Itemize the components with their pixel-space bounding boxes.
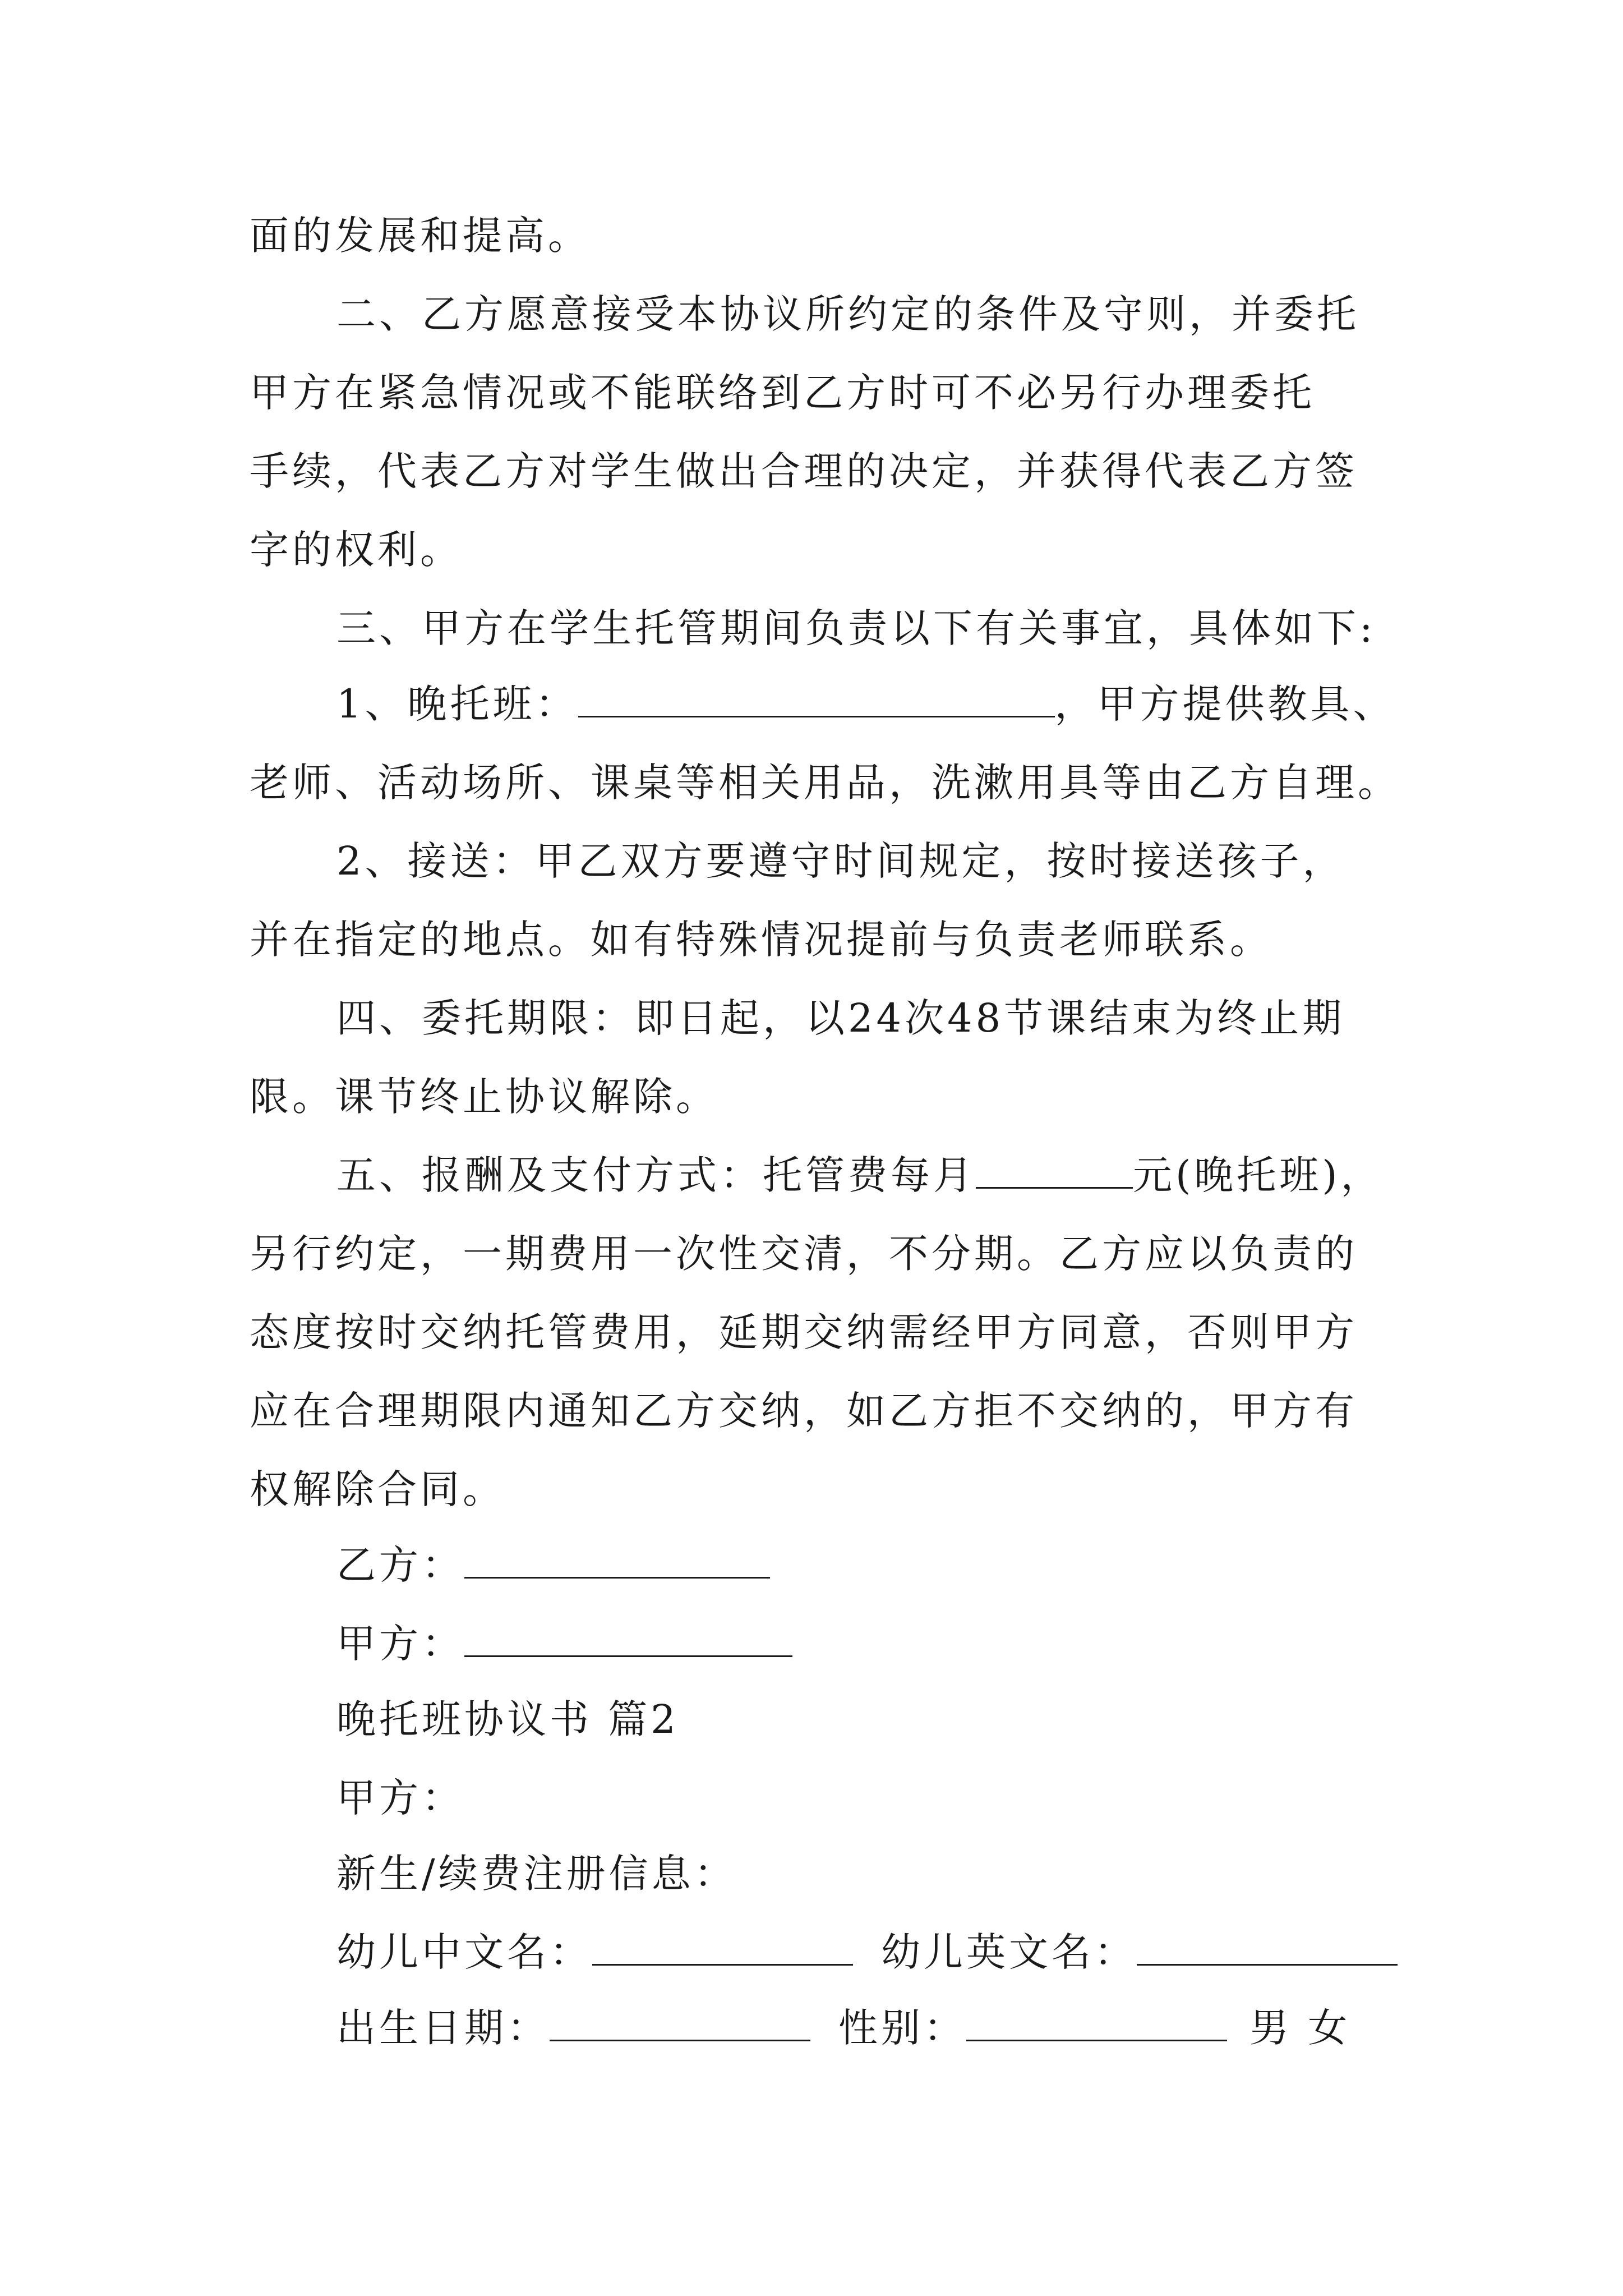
party-a-label: 甲方： xyxy=(336,1621,464,1667)
section-heading: 晚托班协议书 篇2 xyxy=(336,1696,679,1742)
text-line: 2、接送：甲乙双方要遵守时间规定，按时接送孩子， xyxy=(336,838,1345,884)
party-b-blank xyxy=(464,1542,770,1579)
text-line: 二、乙方愿意接受本协议所约定的条件及守则，并委托 xyxy=(336,291,1359,337)
text-line: 字的权利。 xyxy=(250,527,463,573)
text-line: 权解除合同。 xyxy=(250,1466,505,1512)
text-line: 手续，代表乙方对学生做出合理的决定，并获得代表乙方签 xyxy=(250,448,1358,494)
party-a-blank xyxy=(464,1621,792,1657)
fee-prefix: 五、报酬及支付方式：托管费每月 xyxy=(336,1152,976,1198)
gender-blank xyxy=(966,2005,1227,2041)
birth-date-label: 出生日期： xyxy=(336,2005,550,2051)
birth-date-blank xyxy=(550,2005,810,2041)
text-line: 并在指定的地点。如有特殊情况提前与负责老师联系。 xyxy=(250,917,1272,963)
party-a-signature-line xyxy=(336,1618,792,1669)
text-line: 新生/续费注册信息： xyxy=(336,1851,737,1897)
text-line: 三、甲方在学生托管期间负责以下有关事宜，具体如下: xyxy=(336,605,1376,651)
fee-suffix: 元(晚托班)， xyxy=(1133,1152,1384,1198)
child-en-name-blank xyxy=(1137,1929,1398,1966)
child-en-name-label: 幼儿英文名： xyxy=(881,1929,1137,1975)
text-line: 限。课节终止协议解除。 xyxy=(250,1074,718,1120)
text-line: 四、委托期限：即日起，以24次48节课结束为终止期 xyxy=(336,995,1345,1041)
evening-class-label: 1、晚托班： xyxy=(336,681,578,727)
evening-class-suffix: ，甲方提供教具、 xyxy=(1054,681,1396,727)
evening-class-blank xyxy=(578,681,1055,717)
child-name-line xyxy=(336,1927,1398,1977)
text-line: 另行约定，一期费用一次性交清，不分期。乙方应以负责的 xyxy=(250,1231,1358,1277)
party-b-label: 乙方： xyxy=(336,1542,464,1588)
text-line: 老师、活动场所、课桌等相关用品，洗漱用具等由乙方自理。 xyxy=(250,760,1400,806)
text-line: 应在合理期限内通知乙方交纳，如乙方拒不交纳的，甲方有 xyxy=(250,1388,1358,1434)
fee-blank xyxy=(976,1152,1133,1189)
fee-line xyxy=(336,1150,1384,1200)
birth-gender-line xyxy=(336,2003,1350,2053)
text-line: 面的发展和提高。 xyxy=(250,213,591,259)
gender-options: 男 女 xyxy=(1249,2005,1351,2051)
child-cn-name-blank xyxy=(592,1929,853,1966)
text-line: 态度按时交纳托管费用，延期交纳需经甲方同意，否则甲方 xyxy=(250,1309,1358,1355)
gender-label: 性别： xyxy=(838,2005,966,2051)
evening-class-line xyxy=(336,679,1396,729)
child-cn-name-label: 幼儿中文名： xyxy=(336,1929,592,1975)
text-line: 甲方在紧急情况或不能联络到乙方时可不必另行办理委托 xyxy=(250,370,1315,416)
text-line: 甲方： xyxy=(336,1775,464,1821)
party-b-signature-line xyxy=(336,1540,770,1590)
